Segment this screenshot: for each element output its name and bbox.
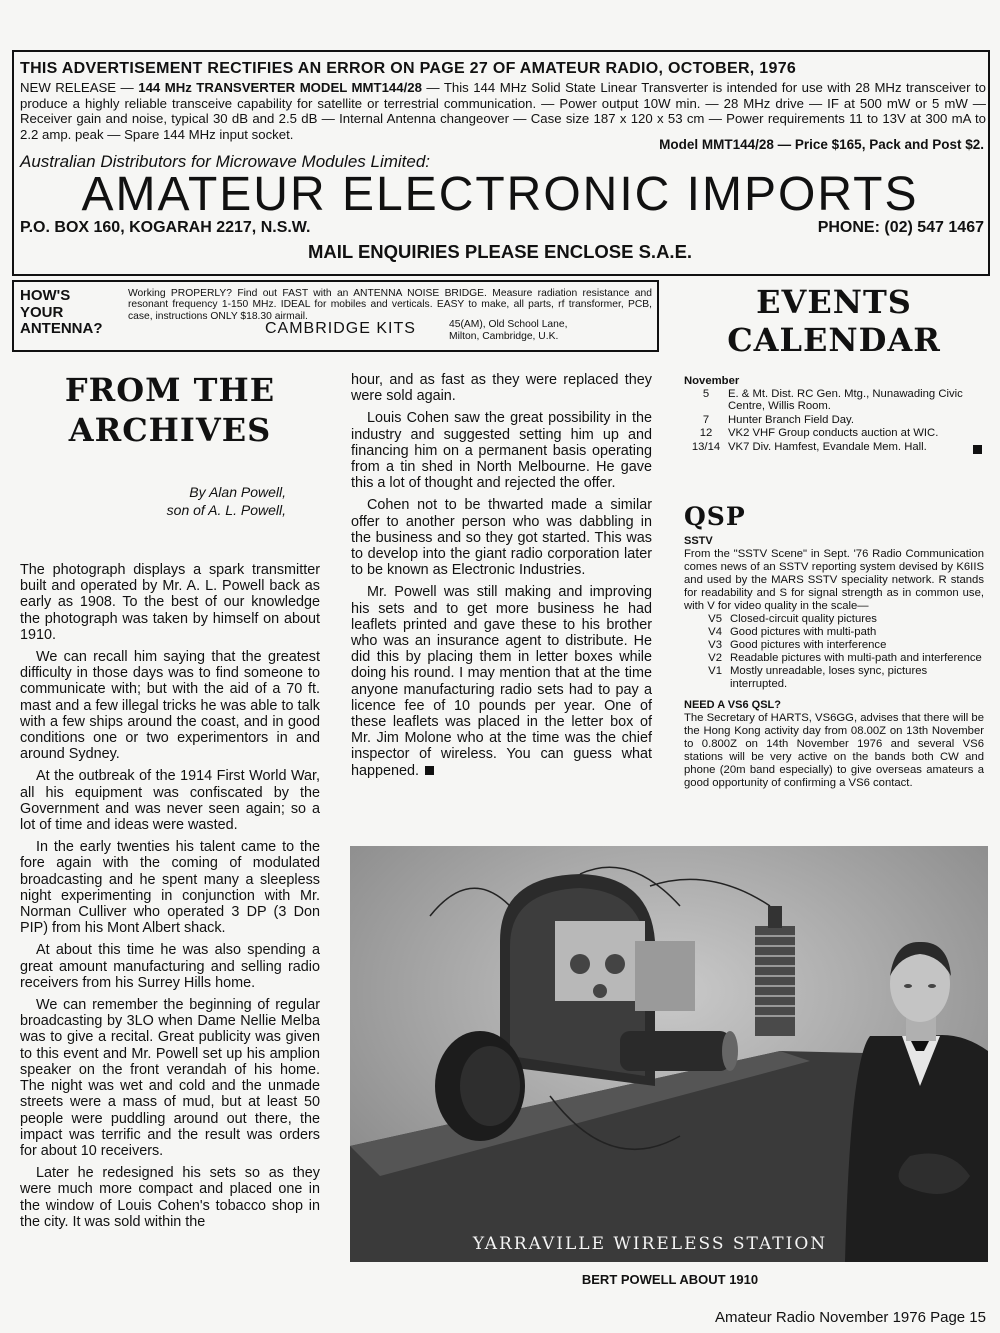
- event-item: [684, 388, 984, 413]
- vs6-text: The Secretary of HARTS, VS6GG, advises that there will be the Hong Kong activity day from 08.00Z on 13th November to 0.800Z on 14th November 1976 and several VS6 stations will be very active on the bands both CW and phone (20m band especially) to give overseas amateurs a good opportunity of confirming a VS6 contact.: [684, 712, 984, 789]
- archives-title-line: ARCHIVES: [68, 411, 272, 449]
- event-text: E. & Mt. Dist. RC Gen. Mtg., Nunawading Civic Centre, Willis Room.: [728, 387, 963, 413]
- scale-text: Readable pictures with multi-path and interference: [730, 652, 982, 664]
- event-text: VK2 VHF Group conducts auction at WIC.: [728, 427, 939, 440]
- article-paragraph: The photograph displays a spark transmitter built and operated by Mr. A. L. Powell back as early as 1908. To the best of our knowledge the photograph was taken by himself on about 1910.: [20, 562, 320, 643]
- scale-text: Good pictures with interference: [730, 639, 887, 651]
- sstv-text: From the "SSTV Scene" in Sept. '76 Radio Communication comes news of an SSTV reporting system devised by K6IIS and used by the MARS SSTV speciality network. R stands for readability and S for signal strength as in common use, with V for video quality in the scale—: [684, 548, 984, 612]
- photo-inscription: YARRAVILLE WIRELESS STATION: [472, 1234, 828, 1254]
- kit-ad-label-line: HOW'S: [20, 287, 71, 304]
- scale-item: [684, 665, 984, 691]
- qsp-section: [684, 535, 984, 790]
- event-text: VK7 Div. Hamfest, Evandale Mem. Hall.: [728, 440, 927, 453]
- ad-release-lead: NEW RELEASE —: [20, 80, 134, 95]
- article-paragraph: Later he redesigned his sets so as they were much more compact and placed one in the window of Louis Cohen's tobacco shop in the city. It was sold within the: [20, 1165, 320, 1230]
- scale-item: [684, 639, 984, 652]
- scale-code: V3: [708, 639, 722, 651]
- page-footer: Amateur Radio November 1976 Page 15: [715, 1309, 986, 1326]
- article-paragraph: We can recall him saying that the greatest difficulty in those days was to find someone to communicate with; but with the aid of a 70 ft. mast and a few illegal tricks he was able to talk with a few ships around the coast, and in good conditions one or two experimentors in and around Sydney.: [20, 649, 320, 763]
- scale-text: Mostly unreadable, loses sync, pictures interrupted.: [730, 665, 928, 690]
- scale-text: Good pictures with multi-path: [730, 626, 877, 638]
- kit-ad-name: CAMBRIDGE KITS: [265, 320, 416, 337]
- qsp-title: QSP: [684, 502, 746, 531]
- ad-headline: THIS ADVERTISEMENT RECTIFIES AN ERROR ON PAGE 27 OF AMATEUR RADIO, OCTOBER, 1976: [20, 60, 797, 77]
- kit-ad-label-line: ANTENNA?: [20, 320, 103, 337]
- events-calendar-title: [684, 283, 984, 359]
- photo-caption: BERT POWELL ABOUT 1910: [581, 1272, 759, 1287]
- scale-text: Closed-circuit quality pictures: [730, 613, 877, 625]
- event-item: [684, 427, 984, 440]
- event-date: 7: [702, 413, 710, 426]
- scale-item: [684, 613, 984, 626]
- article-column-1: [20, 562, 320, 1236]
- article-paragraph: At about this time he was also spending a great amount manufacturing and selling radio receivers from his Surrey Hills home.: [20, 942, 320, 991]
- event-item: [684, 414, 984, 427]
- vs6-heading: NEED A VS6 QSL?: [684, 699, 781, 711]
- article-paragraph-text: Mr. Powell was still making and improving his sets and to get more business he had leaflets printed and gave these to his brother who was an insurance agent to distribute. He did this by placing them in letter boxes while doing his round. I may mention that at the time anyone manufacturing radio sets had to pay a licence fee of 10 pounds per year. One of these leaflets was placed in the letter box of Mr. Jim Molone who at the time was the chief inspector of wireless. You can guess what happened.: [351, 584, 652, 779]
- ad-mail-note: MAIL ENQUIRIES PLEASE ENCLOSE S.A.E.: [307, 241, 693, 262]
- end-mark-icon: [973, 445, 982, 454]
- events-month: November: [684, 375, 740, 387]
- ad-phone: PHONE: (02) 547 1467: [817, 219, 984, 236]
- scale-code: V2: [708, 652, 722, 664]
- events-title-line: EVENTS: [756, 283, 912, 321]
- events-calendar: [684, 375, 984, 455]
- byline-line: son of A. L. Powell,: [166, 502, 286, 518]
- article-paragraph: Cohen not to be thwarted made a similar offer to another person who was dabbling in the business and so they got started. This was to develop into the giant radio corporation later to be known as Electronic Industries.: [351, 497, 652, 579]
- kit-ad-address-line: Milton, Cambridge, U.K.: [449, 330, 559, 342]
- event-text: Hunter Branch Field Day.: [728, 413, 854, 426]
- scale-item: [684, 626, 984, 639]
- ad-body: [20, 80, 986, 142]
- historic-photograph: [350, 846, 988, 1262]
- article-paragraph: hour, and as fast as they were replaced they were sold again.: [351, 372, 652, 405]
- archives-title: [20, 370, 320, 450]
- event-date: 13/14: [691, 440, 721, 453]
- ad-distributor: Australian Distributors for Microwave Modules Limited:: [20, 152, 431, 171]
- sstv-heading: SSTV: [684, 535, 713, 547]
- scale-code: V1: [708, 665, 722, 677]
- end-mark-icon: [425, 766, 434, 775]
- archives-title-line: FROM THE: [64, 371, 276, 409]
- scale-code: V4: [708, 626, 722, 638]
- kit-ad-label-line: YOUR: [20, 303, 64, 321]
- event-item: [684, 441, 984, 454]
- article-paragraph-last: [351, 584, 652, 778]
- event-date: 5: [702, 387, 710, 400]
- article-column-2: [351, 372, 652, 785]
- kit-ad-label: [20, 288, 125, 338]
- scale-item: [684, 652, 984, 665]
- byline-line: By Alan Powell,: [189, 484, 286, 500]
- kit-ad-address-line: 45(AM), Old School Lane,: [449, 319, 568, 330]
- event-date: 12: [699, 427, 713, 440]
- scale-code: V5: [708, 613, 722, 625]
- byline: [80, 483, 286, 519]
- kit-ad-text: Working PROPERLY? Find out FAST with an ANTENNA NOISE BRIDGE. Measure radiation resistance and resonant frequency 1-150 MHz. IDEAL for mobiles and verticals. EASY to make, all parts, rf transformer, PCB, case, instructions ONLY $18.30 airmail.: [128, 288, 652, 322]
- ad-model-name: 144 MHz TRANSVERTER MODEL MMT144/28: [138, 80, 422, 95]
- article-paragraph: We can remember the beginning of regular broadcasting by 3LO when Dame Nellie Melba was to give a recital. Great publicity was given to this event and Mr. Powell set up his amplion speaker on the front verandah of his home. The night was wet and cold and the unmade streets were a mass of mud, but at least 50 people were puddling around out there, the impact was terrific and the result was orders for about 10 receivers.: [20, 997, 320, 1159]
- article-paragraph: Louis Cohen saw the great possibility in the industry and suggested setting him up and financing him on a permanent basis operating from a tin shed in North Melbourne. He gave this a lot of thought and rejected the offer.: [351, 410, 652, 492]
- article-paragraph: At the outbreak of the 1914 First World War, all his equipment was confiscated by the Government and was never seen again; so a lot of time and ideas were wasted.: [20, 768, 320, 834]
- ad-price: Model MMT144/28 — Price $165, Pack and Post $2.: [659, 137, 984, 152]
- ad-company-name: AMATEUR ELECTRONIC IMPORTS: [81, 168, 919, 221]
- ad-body-text: — This 144 MHz Solid State Linear Transverter is intended for use with 28 MHz transceiver to produce a highly reliable transceive capability for satellite or terrestrial communication. — Power output 10W min. — 28 MHz drive — IF at 500 mW or 5 mW — Receiver gain and noise, typical 30 dB and 2.5 dB — Internal Antenna changeover — Case size 187 x 120 x 53 cm — Power requirements 11 to 13V at 300 mA to 2.2 amp. peak — Spare 144 MHz input socket.: [20, 80, 986, 142]
- kit-ad-address: [449, 319, 567, 342]
- article-paragraph: In the early twenties his talent came to the fore again with the coming of modulated broadcasting and he spent many a sleepless night experimenting in conjunction with Mr. Norman Culliver who operated 3 DP (3 Don PIP) from his Mont Albert shack.: [20, 839, 320, 937]
- events-title-line: CALENDAR: [727, 321, 941, 359]
- photograph-illustration: [350, 846, 988, 1262]
- ad-address: P.O. BOX 160, KOGARAH 2217, N.S.W.: [20, 219, 311, 236]
